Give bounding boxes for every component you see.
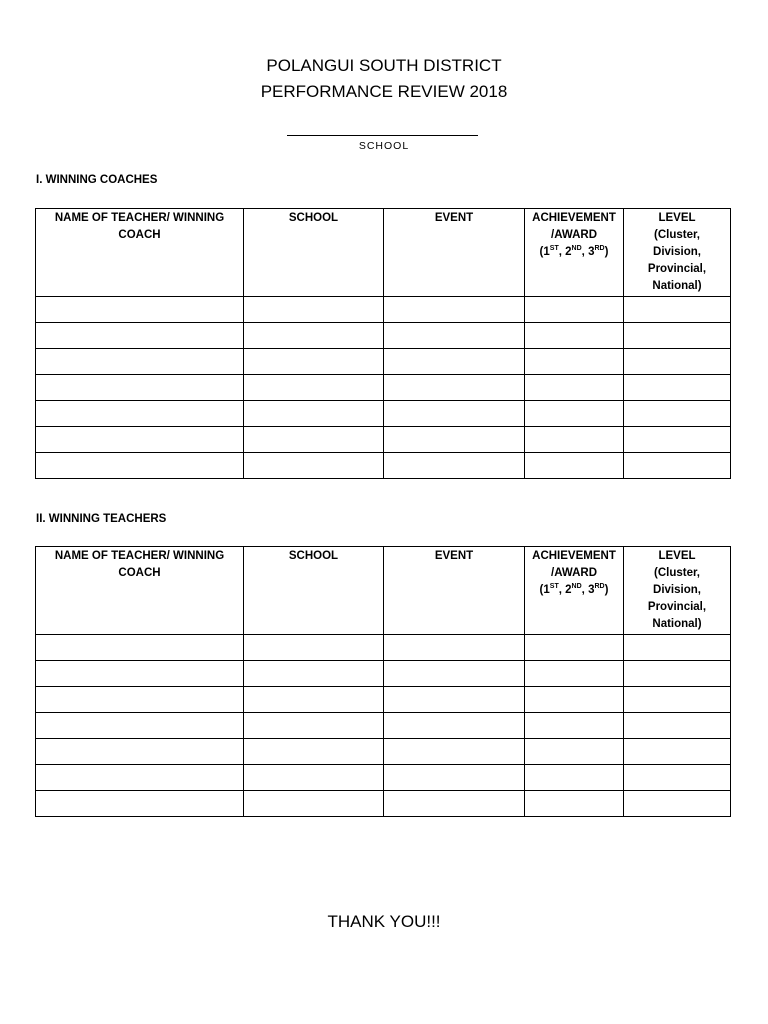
column-header-name: NAME OF TEACHER/ WINNING COACH	[36, 209, 244, 297]
cell-achievement[interactable]	[525, 453, 624, 479]
cell-level[interactable]	[624, 635, 731, 661]
cell-name[interactable]	[36, 635, 244, 661]
cell-name[interactable]	[36, 687, 244, 713]
cell-achievement[interactable]	[525, 323, 624, 349]
cell-name[interactable]	[36, 765, 244, 791]
cell-event[interactable]	[384, 297, 525, 323]
winning-coaches-table	[35, 208, 731, 479]
cell-school[interactable]	[244, 687, 384, 713]
column-header-achievement: ACHIEVEMENT /AWARD (1ST, 2ND, 3RD)	[525, 209, 624, 297]
cell-event[interactable]	[384, 635, 525, 661]
table-header-row	[36, 547, 731, 635]
cell-achievement[interactable]	[525, 401, 624, 427]
table-row	[36, 401, 731, 427]
section-title-winning-teachers: II. WINNING TEACHERS	[36, 513, 167, 525]
school-blank-line[interactable]	[287, 135, 478, 136]
cell-school[interactable]	[244, 349, 384, 375]
cell-level[interactable]	[624, 739, 731, 765]
cell-event[interactable]	[384, 375, 525, 401]
cell-name[interactable]	[36, 713, 244, 739]
table-row	[36, 713, 731, 739]
cell-achievement[interactable]	[525, 687, 624, 713]
section-title-winning-coaches: I. WINNING COACHES	[36, 174, 158, 186]
cell-name[interactable]	[36, 739, 244, 765]
cell-name[interactable]	[36, 349, 244, 375]
cell-achievement[interactable]	[525, 375, 624, 401]
document-title-line-2: PERFORMANCE REVIEW 2018	[260, 82, 508, 101]
cell-level[interactable]	[624, 765, 731, 791]
cell-level[interactable]	[624, 687, 731, 713]
table-row	[36, 765, 731, 791]
table-row	[36, 687, 731, 713]
document-title-line-1: POLANGUI SOUTH DISTRICT	[266, 56, 502, 75]
cell-achievement[interactable]	[525, 297, 624, 323]
cell-school[interactable]	[244, 661, 384, 687]
table-row	[36, 375, 731, 401]
cell-event[interactable]	[384, 401, 525, 427]
table-header-row	[36, 209, 731, 297]
cell-achievement[interactable]	[525, 713, 624, 739]
winning-teachers-table	[35, 546, 731, 817]
table-row	[36, 453, 731, 479]
cell-name[interactable]	[36, 791, 244, 817]
table-row	[36, 635, 731, 661]
cell-school[interactable]	[244, 323, 384, 349]
table-row	[36, 297, 731, 323]
cell-event[interactable]	[384, 687, 525, 713]
cell-event[interactable]	[384, 739, 525, 765]
cell-school[interactable]	[244, 297, 384, 323]
cell-name[interactable]	[36, 323, 244, 349]
table-row	[36, 661, 731, 687]
cell-achievement[interactable]	[525, 427, 624, 453]
thank-you-text: THANK YOU!!!	[327, 912, 441, 931]
cell-achievement[interactable]	[525, 739, 624, 765]
cell-event[interactable]	[384, 661, 525, 687]
cell-name[interactable]	[36, 427, 244, 453]
cell-school[interactable]	[244, 791, 384, 817]
cell-achievement[interactable]	[525, 765, 624, 791]
cell-achievement[interactable]	[525, 635, 624, 661]
cell-level[interactable]	[624, 349, 731, 375]
cell-school[interactable]	[244, 635, 384, 661]
cell-event[interactable]	[384, 427, 525, 453]
table-row	[36, 791, 731, 817]
cell-school[interactable]	[244, 401, 384, 427]
school-label: SCHOOL	[358, 140, 410, 152]
column-header-level: LEVEL (Cluster, Division, Provincial, National)	[624, 547, 731, 635]
cell-level[interactable]	[624, 791, 731, 817]
cell-event[interactable]	[384, 349, 525, 375]
cell-name[interactable]	[36, 401, 244, 427]
cell-event[interactable]	[384, 323, 525, 349]
cell-level[interactable]	[624, 323, 731, 349]
column-header-event: EVENT	[384, 209, 525, 297]
cell-school[interactable]	[244, 713, 384, 739]
column-header-level: LEVEL (Cluster, Division, Provincial, National)	[624, 209, 731, 297]
cell-level[interactable]	[624, 661, 731, 687]
cell-school[interactable]	[244, 427, 384, 453]
cell-school[interactable]	[244, 453, 384, 479]
cell-level[interactable]	[624, 297, 731, 323]
cell-level[interactable]	[624, 453, 731, 479]
cell-name[interactable]	[36, 375, 244, 401]
cell-name[interactable]	[36, 297, 244, 323]
cell-achievement[interactable]	[525, 791, 624, 817]
column-header-school: SCHOOL	[244, 547, 384, 635]
cell-event[interactable]	[384, 791, 525, 817]
table-row	[36, 427, 731, 453]
cell-level[interactable]	[624, 427, 731, 453]
cell-school[interactable]	[244, 739, 384, 765]
cell-name[interactable]	[36, 453, 244, 479]
cell-level[interactable]	[624, 713, 731, 739]
cell-achievement[interactable]	[525, 349, 624, 375]
cell-event[interactable]	[384, 713, 525, 739]
table-row	[36, 323, 731, 349]
cell-level[interactable]	[624, 401, 731, 427]
column-header-name: NAME OF TEACHER/ WINNING COACH	[36, 547, 244, 635]
cell-event[interactable]	[384, 765, 525, 791]
cell-school[interactable]	[244, 375, 384, 401]
cell-school[interactable]	[244, 765, 384, 791]
column-header-school: SCHOOL	[244, 209, 384, 297]
cell-achievement[interactable]	[525, 661, 624, 687]
table-row	[36, 349, 731, 375]
cell-event[interactable]	[384, 453, 525, 479]
cell-name[interactable]	[36, 661, 244, 687]
cell-level[interactable]	[624, 375, 731, 401]
column-header-achievement: ACHIEVEMENT /AWARD (1ST, 2ND, 3RD)	[525, 547, 624, 635]
table-row	[36, 739, 731, 765]
column-header-event: EVENT	[384, 547, 525, 635]
